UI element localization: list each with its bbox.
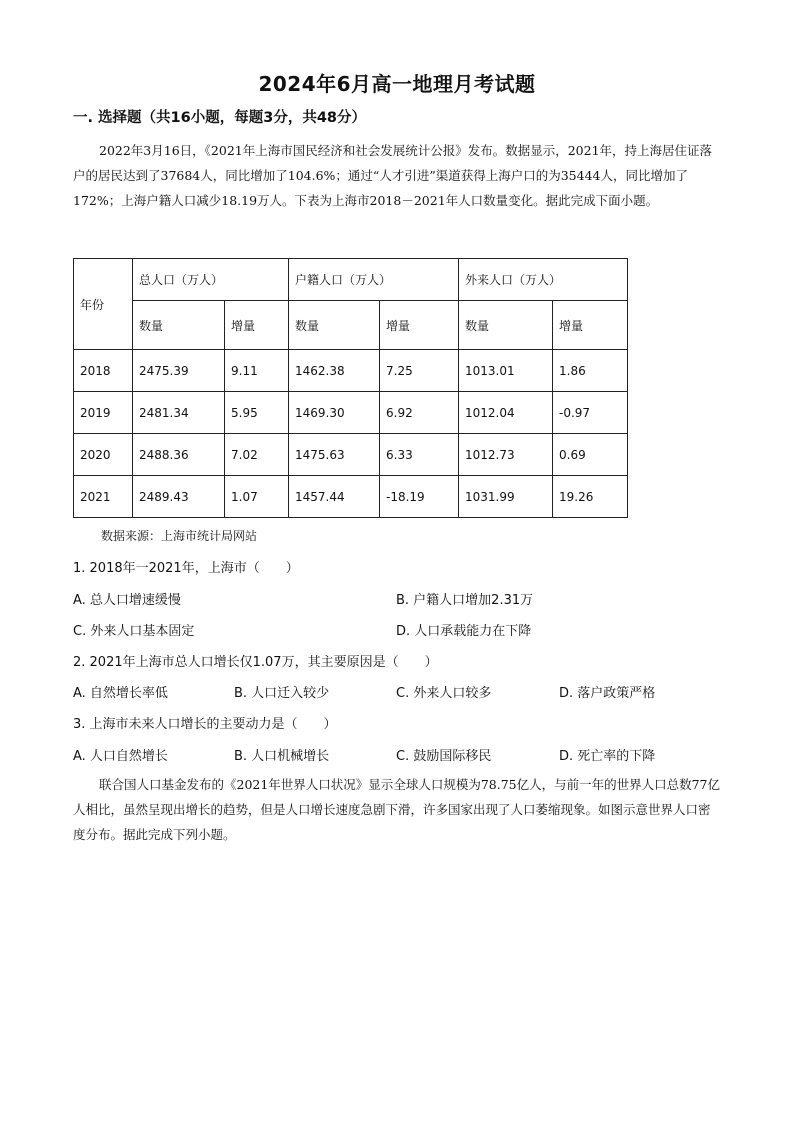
table-cell: 2481.34 — [133, 392, 225, 434]
question-1-option-c: C. 外来人口基本固定 — [73, 624, 195, 639]
table-cell: 1462.38 — [289, 350, 380, 392]
passage-paragraph-2: 联合国人口基金发布的《2021年世界人口状况》显示全球人口规模为78.75亿人，与前一年的世界人口总数77亿人相比，虽然呈现出增长的趋势，但是人口增长速度急剧下滑，许多国家出现了人口萎缩现象。如图示意世界人口密度分布。据此完成下列小题。 — [73, 777, 721, 842]
table-cell: 1457.44 — [289, 476, 380, 518]
question-1-option-d: D. 人口承载能力在下降 — [396, 624, 532, 639]
subheader-cell: 数量 — [133, 301, 225, 350]
group-header-migrant: 外来人口（万人） — [459, 259, 628, 301]
table-cell: 2489.43 — [133, 476, 225, 518]
table-cell: 1469.30 — [289, 392, 380, 434]
table-row — [74, 392, 628, 434]
question-1-option-b: B. 户籍人口增加2.31万 — [396, 593, 534, 608]
table-cell: 1.07 — [225, 476, 289, 518]
population-table — [73, 258, 628, 518]
question-1-option-a: A. 总人口增速缓慢 — [73, 593, 181, 608]
table-row — [74, 476, 628, 518]
table-cell: 1012.73 — [459, 434, 553, 476]
question-1-stem: 1. 2018年一2021年，上海市（ ） — [73, 561, 299, 576]
table-cell: 7.02 — [225, 434, 289, 476]
subheader-cell: 数量 — [459, 301, 553, 350]
table-cell: 1012.04 — [459, 392, 553, 434]
group-header-registered: 户籍人口（万人） — [289, 259, 459, 301]
question-2-option-c: C. 外来人口较多 — [396, 686, 492, 701]
table-cell: -0.97 — [553, 392, 628, 434]
subheader-cell: 数量 — [289, 301, 380, 350]
question-3-option-c: C. 鼓励国际移民 — [396, 749, 492, 764]
table-cell: 1.86 — [553, 350, 628, 392]
table-cell: 5.95 — [225, 392, 289, 434]
question-3-stem: 3. 上海市未来人口增长的主要动力是（ ） — [73, 717, 337, 732]
section-heading: 一. 选择题（共16小题，每题3分，共48分） — [73, 110, 367, 126]
group-header-total: 总人口（万人） — [133, 259, 289, 301]
question-2-option-b: B. 人口迁入较少 — [234, 686, 330, 701]
table-cell: 2021 — [74, 476, 133, 518]
year-header: 年份 — [74, 259, 133, 350]
table-cell: 7.25 — [380, 350, 459, 392]
table-cell: 19.26 — [553, 476, 628, 518]
passage-paragraph: 2022年3月16日，《2021年上海市国民经济和社会发展统计公报》发布。数据显示，2021年，持上海居住证落户的居民达到了37684人，同比增加了104.6%；通过“人才引进”渠道获得上海户口的为35444人，同比增加了172%；上海户籍人口减少18.19万人。下表为上海市2018－2021年人口数量变化。据此完成下面小题。 — [73, 143, 713, 208]
table-subheader-row — [74, 301, 628, 350]
question-3-option-b: B. 人口机械增长 — [234, 749, 330, 764]
table-cell: 2488.36 — [133, 434, 225, 476]
table-row — [74, 434, 628, 476]
page-title: 2024年6月高一地理月考试题 — [258, 72, 536, 96]
table-row — [74, 350, 628, 392]
table-cell: 1013.01 — [459, 350, 553, 392]
subheader-cell: 增量 — [225, 301, 289, 350]
question-3-option-a: A. 人口自然增长 — [73, 749, 168, 764]
subheader-cell: 增量 — [553, 301, 628, 350]
question-3-option-d: D. 死亡率的下降 — [559, 749, 656, 764]
table-cell: 2475.39 — [133, 350, 225, 392]
table-source-note: 数据来源：上海市统计局网站 — [101, 529, 258, 543]
subheader-cell: 增量 — [380, 301, 459, 350]
question-2-option-a: A. 自然增长率低 — [73, 686, 168, 701]
table-cell: 6.33 — [380, 434, 459, 476]
table-cell: 1475.63 — [289, 434, 380, 476]
table-cell: 6.92 — [380, 392, 459, 434]
table-header-row — [74, 259, 628, 301]
table-cell: 0.69 — [553, 434, 628, 476]
table-cell: 9.11 — [225, 350, 289, 392]
table-cell: 1031.99 — [459, 476, 553, 518]
table-cell: -18.19 — [380, 476, 459, 518]
question-2-option-d: D. 落户政策严格 — [559, 686, 656, 701]
table-cell: 2020 — [74, 434, 133, 476]
table-cell: 2018 — [74, 350, 133, 392]
question-2-stem: 2. 2021年上海市总人口增长仅1.07万，其主要原因是（ ） — [73, 655, 438, 670]
table-cell: 2019 — [74, 392, 133, 434]
